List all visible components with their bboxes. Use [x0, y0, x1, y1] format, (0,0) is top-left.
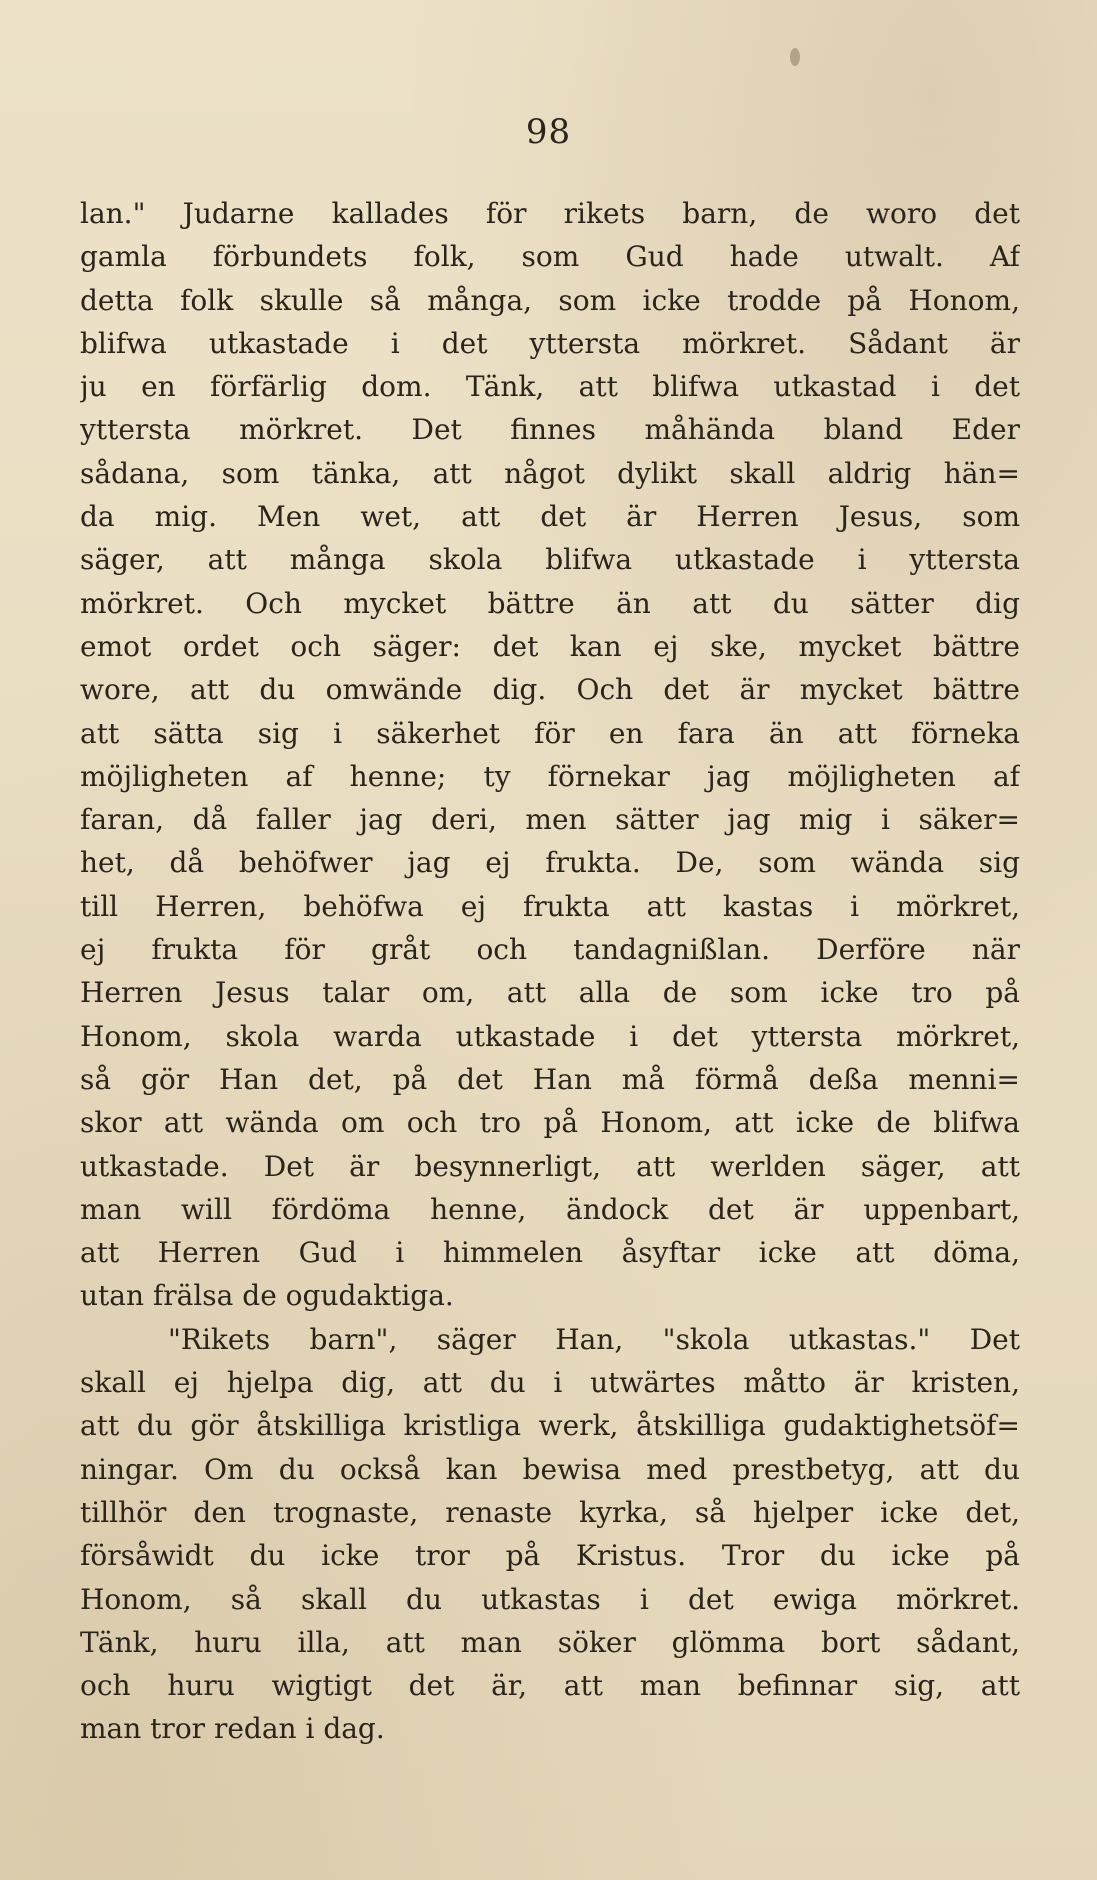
page-number: 98: [525, 112, 572, 152]
text-line: blifwa utkastade i det yttersta mörkret. Sådant är: [80, 326, 1020, 360]
text-line: het, då behöfwer jag ej frukta. De, som wända sig: [80, 846, 1020, 880]
text-line: mörkret. Och mycket bättre än att du sätter dig: [80, 586, 1020, 620]
text-line: möjligheten af henne; ty förnekar jag möjligheten af: [80, 759, 1020, 793]
text-line: da mig. Men wet, att det är Herren Jesus, som: [80, 500, 1020, 534]
text-line: Honom, så skall du utkastas i det ewiga mörkret.: [80, 1582, 1020, 1616]
text-line: man will fördöma henne, ändock det är uppenbart,: [80, 1192, 1020, 1226]
text-line: skor att wända om och tro på Honom, att icke de blifwa: [80, 1106, 1020, 1140]
text-line: utan frälsa de ogudaktiga.: [80, 1279, 454, 1313]
text-line: Honom, skola warda utkastade i det yttersta mörkret,: [80, 1019, 1020, 1053]
text-line: försåwidt du icke tror på Kristus. Tror du icke på: [80, 1539, 1020, 1573]
text-line: ju en förfärlig dom. Tänk, att blifwa utkastad i det: [80, 370, 1020, 404]
ink-smudge: [790, 48, 800, 66]
text-line: och huru wigtigt det är, att man befinnar sig, att: [80, 1669, 1020, 1703]
text-line: Tänk, huru illa, att man söker glömma bort sådant,: [80, 1625, 1020, 1659]
text-line: detta folk skulle så många, som icke trodde på Honom,: [80, 283, 1020, 317]
body-text: [80, 192, 1020, 1751]
text-line: lan." Judarne kallades för rikets barn, de woro det: [80, 197, 1020, 230]
text-line: utkastade. Det är besynnerligt, att werlden säger, att: [80, 1149, 1020, 1183]
text-line: emot ordet och säger: det kan ej ske, mycket bättre: [80, 629, 1020, 663]
text-line: wore, att du omwände dig. Och det är mycket bättre: [80, 673, 1020, 707]
text-line: Herren Jesus talar om, att alla de som icke tro på: [80, 976, 1020, 1010]
text-line: ningar. Om du också kan bewisa med prestbetyg, att du: [80, 1452, 1020, 1486]
text-line: man tror redan i dag.: [80, 1712, 385, 1746]
text-line: gamla förbundets folk, som Gud hade utwalt. Af: [80, 240, 1020, 274]
text-line: faran, då faller jag deri, men sätter jag mig i säker=: [80, 803, 1020, 837]
text-line: att Herren Gud i himmelen åsyftar icke att döma,: [80, 1236, 1020, 1270]
text-line: att du gör åtskilliga kristliga werk, åtskilliga gudaktighetsöf=: [80, 1409, 1020, 1443]
text-line: "Rikets barn", säger Han, "skola utkastas." Det: [168, 1322, 1020, 1356]
text-line: så gör Han det, på det Han må förmå deßa menni=: [80, 1062, 1020, 1096]
text-line: till Herren, behöfwa ej frukta att kastas i mörkret,: [80, 889, 1020, 923]
text-line: skall ej hjelpa dig, att du i utwärtes måtto är kristen,: [80, 1366, 1020, 1400]
text-line: yttersta mörkret. Det finnes måhända bland Eder: [80, 413, 1020, 447]
text-line: ej frukta för gråt och tandagnißlan. Derföre när: [80, 933, 1020, 967]
text-line: tillhör den trognaste, renaste kyrka, så hjelper icke det,: [80, 1495, 1020, 1529]
text-line: sådana, som tänka, att något dylikt skall aldrig hän=: [80, 456, 1020, 490]
text-line: att sätta sig i säkerhet för en fara än att förneka: [80, 716, 1020, 750]
text-line: säger, att många skola blifwa utkastade i yttersta: [80, 543, 1020, 577]
